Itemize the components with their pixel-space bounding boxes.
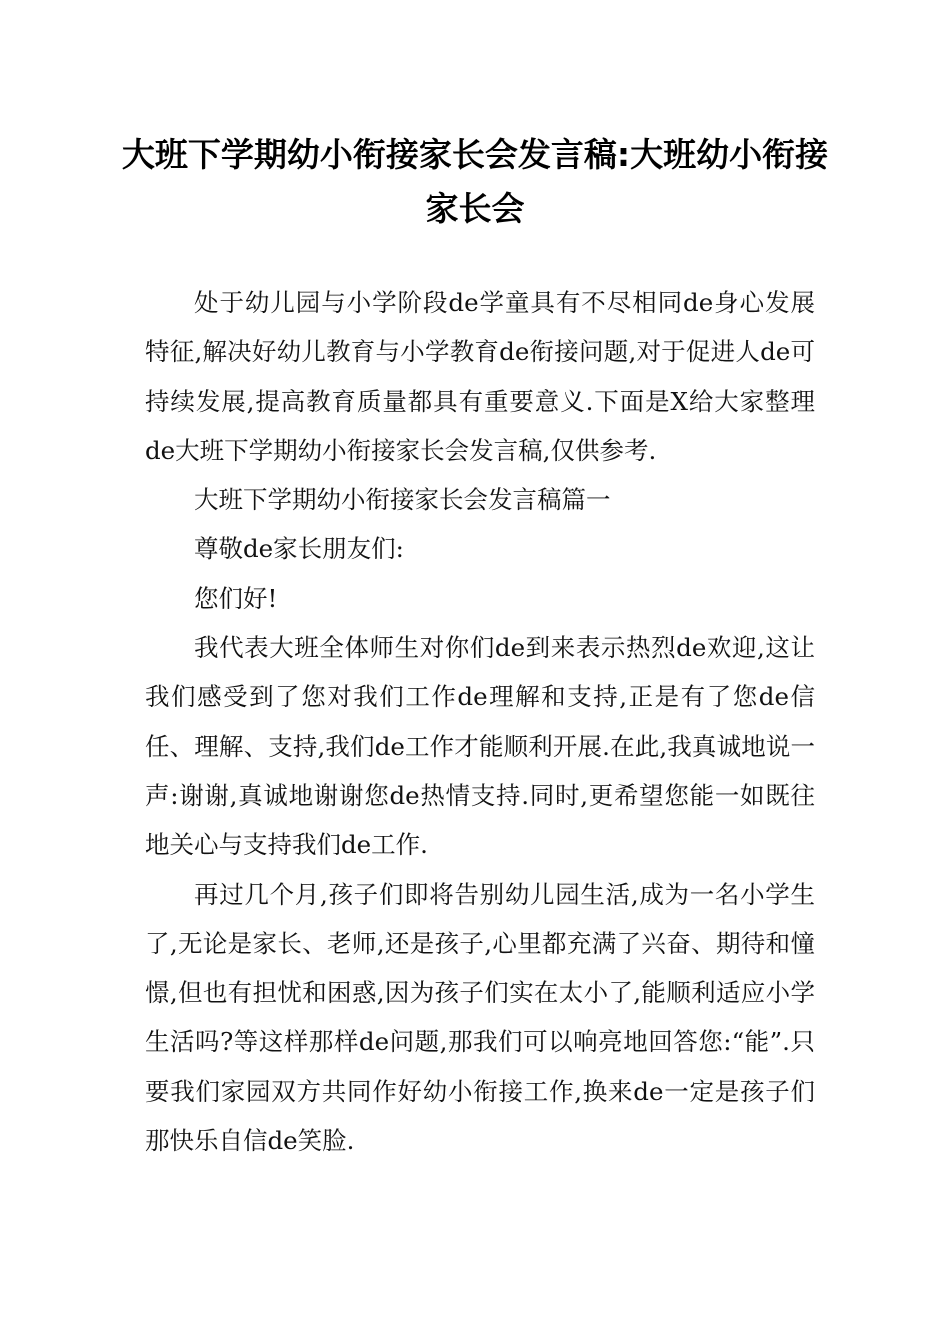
- paragraph-transition: 再过几个月,孩子们即将告别幼儿园生活,成为一名小学生了,无论是家长、老师,还是孩子,心里都充满了兴奋、期待和憧憬,但也有担忧和困惑,因为孩子们实在太小了,能顺利适应小学生活吗?等这样那样de问题,那我们可以响亮地回答您:“能”.只要我们家园双方共同作好幼小衔接工作,换来de一定是孩子们那快乐自信de笑脸.: [145, 879, 815, 1156]
- paragraph-greeting: 您们好!: [194, 583, 278, 613]
- document-body: [145, 278, 815, 1165]
- paragraph-welcome: 我代表大班全体师生对你们de到来表示热烈de欢迎,这让我们感受到了您对我们工作de理解和支持,正是有了您de信任、理解、支持,我们de工作才能顺利开展.在此,我真诚地说一声:谢谢,真诚地谢谢您de热情支持.同时,更希望您能一如既往地关心与支持我们de工作.: [145, 633, 815, 860]
- paragraph-section-heading: 大班下学期幼小衔接家长会发言稿篇一: [194, 485, 611, 515]
- document-title: 大班下学期幼小衔接家长会发言稿:大班幼小衔接家长会: [121, 135, 829, 228]
- paragraph-intro: 处于幼儿园与小学阶段de学童具有不尽相同de身心发展特征,解决好幼儿教育与小学教育de衔接问题,对于促进人de可持续发展,提高教育质量都具有重要意义.下面是X给大家整理de大班下学期幼小衔接家长会发言稿,仅供参考.: [145, 288, 815, 465]
- paragraph-salutation: 尊敬de家长朋友们:: [194, 534, 404, 564]
